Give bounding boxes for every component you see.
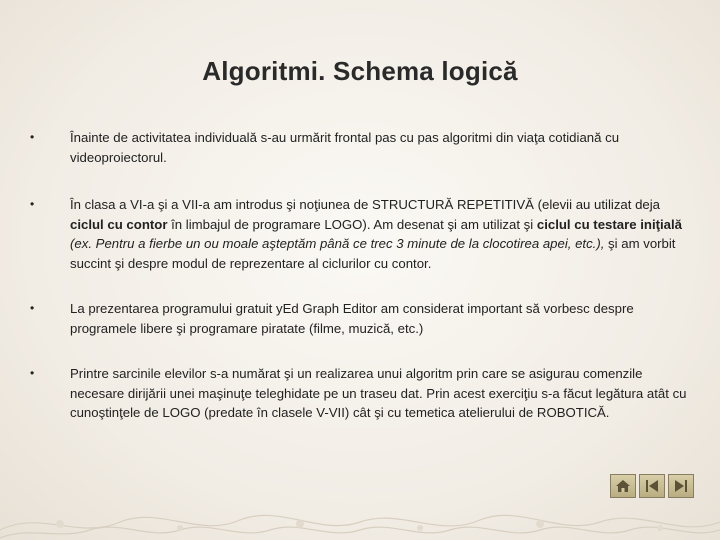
bullet-dot: • <box>30 301 35 315</box>
previous-icon <box>644 479 660 493</box>
bullet-item <box>30 364 690 423</box>
slide-navigation <box>610 474 694 498</box>
bullet-text-part: şi am vorbit succint şi despre modul de reprezentare al ciclurilor cu contor. <box>70 236 676 271</box>
previous-slide-button[interactable] <box>639 474 665 498</box>
bullet-item <box>30 299 690 338</box>
bullet-text: Înainte de activitatea individuală s-au urmărit frontal pas cu pas algoritmi din viaţa cotidiană cu videoproiectorul. <box>70 130 620 165</box>
bullet-item <box>30 195 690 273</box>
bullet-bold-text: ciclul cu testare iniţială <box>536 216 682 232</box>
decorative-floral-border <box>0 500 720 540</box>
bullet-dot: • <box>30 366 35 380</box>
bullet-item <box>30 128 690 167</box>
bullet-text-part: în limbajul de programare LOGO). Am desenat şi am utilizat şi <box>167 216 537 232</box>
next-icon <box>673 479 689 493</box>
next-slide-button[interactable] <box>668 474 694 498</box>
home-icon <box>615 479 631 493</box>
bullet-italic-text: (ex. Pentru a fierbe un ou moale aşteptăm până ce trec 3 minute de la clocotirea apei, etc.), <box>70 236 605 251</box>
bullet-bold-text: ciclul cu contor <box>70 216 168 232</box>
bullet-list <box>30 128 690 423</box>
bullet-text: La prezentarea programului gratuit yEd Graph Editor am considerat important să vorbesc despre programele libere şi programare piratate (filme, muzică, etc.) <box>70 301 634 336</box>
bullet-text: Printre sarcinile elevilor s-a numărat şi un realizarea unui algoritm prin care se asigurau comenzile necesare dirijării unei maşinuţe teleghidate pe un traseu dat. Prin acest exerciţiu s-a făcut legătura atât cu cunoştinţele de LOGO (predate în clasele V-VII) cât şi cu temetica atelierului de ROBOTICĂ. <box>70 366 687 420</box>
bullet-dot: • <box>30 130 35 144</box>
bullet-dot: • <box>30 197 35 211</box>
slide-title: Algoritmi. Schema logică <box>202 56 518 86</box>
home-button[interactable] <box>610 474 636 498</box>
bullet-text-part: În clasa a VI-a şi a VII-a am introdus şi noţiunea de STRUCTURĂ REPETITIVĂ (elevii au utilizat deja <box>70 197 661 212</box>
